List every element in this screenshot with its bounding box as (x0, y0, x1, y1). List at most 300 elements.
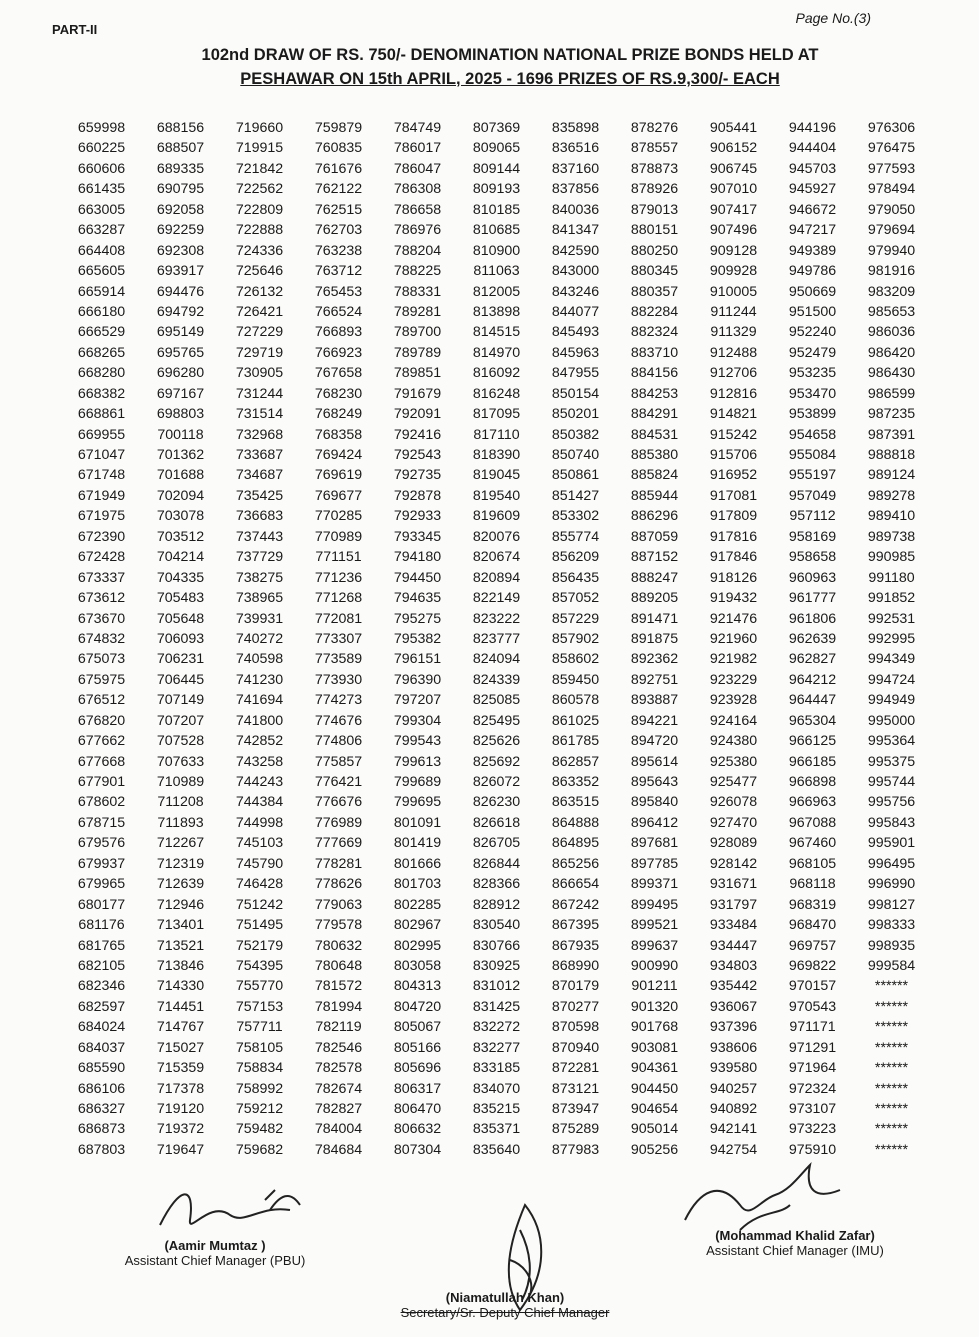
bond-number: 666180 (77, 303, 126, 320)
bond-number: 719120 (156, 1101, 205, 1117)
bond-number: 711208 (157, 794, 204, 811)
bond-number: 899371 (630, 876, 679, 893)
bond-number: 971171 (789, 1019, 836, 1036)
bond-number: 805067 (393, 1019, 442, 1036)
bond-number: 669955 (77, 426, 126, 443)
bond-number: 732968 (235, 426, 284, 443)
bond-number: 676512 (77, 692, 126, 709)
bond-number: 757153 (235, 998, 284, 1015)
bond-number: 659998 (77, 120, 126, 136)
bond-number: 946672 (788, 201, 837, 218)
bond-number: 925380 (709, 753, 758, 770)
bond-number: 682105 (77, 957, 126, 974)
bond-number: 674832 (77, 630, 126, 647)
title-line-2: PESHAWAR ON 15th APRIL, 2025 - 1696 PRIZES OF RS.9,300/- EACH (240, 70, 780, 88)
bond-number: 966185 (788, 753, 837, 770)
bond-number: 986036 (867, 324, 916, 341)
bond-number: 671975 (77, 508, 126, 525)
bond-number: 976475 (867, 140, 916, 157)
bond-number: 909928 (709, 263, 758, 280)
bond-number: 685590 (77, 1060, 126, 1077)
bond-number: 825692 (472, 753, 521, 770)
bond-number: 799613 (393, 753, 442, 770)
bond-number: 773307 (314, 630, 363, 647)
bond-number: 777669 (314, 835, 363, 852)
bond-number: 845963 (551, 344, 600, 361)
bond-number: 712946 (156, 896, 205, 913)
bond-number: 729719 (235, 344, 284, 361)
bond-number: 907417 (709, 201, 758, 218)
bond-number: 824339 (472, 671, 521, 688)
bond-number: 859450 (551, 671, 600, 688)
bond-number: ****** (874, 1060, 909, 1077)
bond-number: 715359 (156, 1060, 205, 1077)
bond-number: 835371 (472, 1121, 521, 1138)
bond-number: 714330 (156, 978, 205, 995)
bond-number: 983209 (867, 283, 916, 300)
bond-number: 994349 (867, 651, 916, 668)
bond-number: 973107 (788, 1101, 837, 1117)
bond-number: 779063 (314, 896, 363, 913)
bond-number: 754395 (235, 957, 284, 974)
bond-number: 970157 (788, 978, 837, 995)
bond-number: 966963 (788, 794, 837, 811)
bond-number: 738965 (235, 590, 284, 607)
bond-number: 679937 (77, 855, 126, 872)
bond-number: 944404 (788, 140, 837, 157)
bond-number: 991852 (867, 590, 916, 607)
bond-number: 668382 (77, 385, 126, 402)
bond-number: 825495 (472, 712, 521, 729)
bond-number: 953470 (788, 385, 837, 402)
bond-number: 739931 (235, 610, 284, 627)
bond-number: 915242 (709, 426, 758, 443)
bond-number: 823777 (472, 630, 521, 647)
bond-number: 712267 (156, 835, 205, 852)
bond-number: 706093 (156, 630, 205, 647)
bond-number: 939580 (709, 1060, 758, 1077)
bond-number: 735425 (235, 487, 284, 504)
bond-number: 809193 (472, 181, 521, 198)
bond-number: 910005 (709, 283, 758, 300)
bond-number: 713521 (156, 937, 205, 954)
bond-number: 933484 (709, 917, 758, 934)
bond-number: 985653 (867, 303, 916, 320)
bond-number: 835898 (551, 120, 600, 136)
bond-number: 986420 (867, 344, 916, 361)
bond-number: 789281 (393, 303, 442, 320)
bond-number: 726132 (235, 283, 284, 300)
bond-number: 921960 (709, 630, 758, 647)
bond-number: 786976 (393, 222, 442, 239)
bond-number: 966125 (788, 733, 837, 750)
bond-number: 801666 (393, 855, 442, 872)
title-line-1: 102nd DRAW OF RS. 750/- DENOMINATION NATIONAL PRIZE BONDS HELD AT (201, 46, 819, 64)
signature-block-right (690, 1228, 900, 1258)
bond-number: 668265 (77, 344, 126, 361)
bond-number: 789851 (393, 365, 442, 382)
signatory-title-left: Assistant Chief Manager (PBU) (124, 1253, 306, 1268)
bond-number: 789789 (393, 344, 442, 361)
bond-number: 755770 (235, 978, 284, 995)
bond-number: 772081 (314, 610, 363, 627)
bond-number: 816248 (472, 385, 521, 402)
bond-number: 758105 (235, 1039, 284, 1056)
bond-number: 770989 (314, 528, 363, 545)
bond-number: 767658 (314, 365, 363, 382)
bond-number: 820674 (472, 549, 521, 566)
bond-number: 768230 (314, 385, 363, 402)
bond-number: 820894 (472, 569, 521, 586)
bond-number: 964212 (788, 671, 837, 688)
signatory-name-left: (Aamir Mumtaz ) (164, 1238, 266, 1253)
bond-number: 826618 (472, 814, 521, 831)
signatory-title-right: Assistant Chief Manager (IMU) (706, 1243, 884, 1258)
bond-number: 795275 (393, 610, 442, 627)
bond-number: 831012 (472, 978, 521, 995)
bond-number: 873121 (551, 1080, 600, 1097)
bond-number: 745790 (235, 855, 284, 872)
bond-number: 928142 (709, 855, 758, 872)
bond-number: 837160 (551, 160, 600, 177)
bond-number: 805696 (393, 1060, 442, 1077)
part-label: PART-II (52, 22, 98, 37)
bond-number: 905014 (630, 1121, 679, 1138)
bond-number: 962827 (788, 651, 837, 668)
bond-number: 766893 (314, 324, 363, 341)
bond-number: 704214 (156, 549, 205, 566)
bond-number: 981916 (867, 263, 916, 280)
bond-number: 822149 (472, 590, 521, 607)
bond-number: 923928 (709, 692, 758, 709)
bond-number: 784749 (393, 120, 442, 136)
bond-number: 899521 (630, 917, 679, 934)
bond-number: 791679 (393, 385, 442, 402)
bond-number: 774273 (314, 692, 363, 709)
bond-number: 924380 (709, 733, 758, 750)
bond-number: 786658 (393, 201, 442, 218)
bond-number: 782827 (314, 1101, 363, 1117)
bond-number: 870179 (551, 978, 600, 995)
bond-number: 992531 (867, 610, 916, 627)
bond-number: 962639 (788, 630, 837, 647)
bond-number: 762122 (314, 181, 363, 198)
bond-number: 850740 (551, 447, 600, 463)
bond-number: 758834 (235, 1060, 284, 1077)
bond-number: 909128 (709, 242, 758, 259)
bond-number: 703512 (156, 528, 205, 545)
bond-number: 990985 (867, 549, 916, 566)
bond-number: 738275 (235, 569, 284, 586)
bond-number: 809065 (472, 140, 521, 157)
bond-number: 761676 (314, 160, 363, 177)
bond-number: 955084 (788, 447, 837, 463)
bond-number: 972324 (788, 1080, 837, 1097)
bond-number: 837856 (551, 181, 600, 198)
bond-number: 987235 (867, 406, 916, 423)
bond-number: 792933 (393, 508, 442, 525)
bond-number: 950669 (788, 283, 837, 300)
bond-number: 879013 (630, 201, 679, 218)
bond-number: 706231 (156, 651, 205, 668)
bond-number: 671047 (77, 447, 126, 463)
bond-number: 927470 (709, 814, 758, 831)
bond-number: 668280 (77, 365, 126, 382)
bond-number: 826072 (472, 774, 521, 790)
bond-number: 901768 (630, 1019, 679, 1036)
bond-number: 885824 (630, 467, 679, 484)
number-column (615, 118, 694, 1160)
bond-number: 826844 (472, 855, 521, 872)
bond-number: 942754 (709, 1141, 758, 1158)
bond-number: 958169 (788, 528, 837, 545)
bond-number: 782119 (315, 1019, 362, 1036)
bond-number: 870598 (551, 1019, 600, 1036)
bond-number: 663287 (77, 222, 126, 239)
bond-number: 719372 (156, 1121, 205, 1138)
bond-number: 816092 (472, 365, 521, 382)
bond-number: 835640 (472, 1141, 521, 1158)
bond-number: 805166 (393, 1039, 442, 1056)
bond-number: 953899 (788, 406, 837, 423)
bond-number: 961806 (788, 610, 837, 627)
bond-number: 949389 (788, 242, 837, 259)
bond-number: 684024 (77, 1019, 126, 1036)
bond-number: 875289 (551, 1121, 600, 1138)
bond-number: ****** (874, 1019, 909, 1036)
bond-number: 921982 (709, 651, 758, 668)
bond-number: 995756 (867, 794, 916, 811)
bond-number: 969757 (788, 937, 837, 954)
bond-number: 953235 (788, 365, 837, 382)
bond-number: 868990 (551, 957, 600, 974)
bond-number: 796151 (393, 651, 442, 668)
bond-number: 863515 (551, 794, 600, 811)
bond-number: 906745 (709, 160, 758, 177)
bond-number: 782674 (314, 1080, 363, 1097)
bond-number: 679576 (77, 835, 126, 852)
bond-number: 917846 (709, 549, 758, 566)
bond-number: 918126 (709, 569, 758, 586)
bond-number: 802285 (393, 896, 442, 913)
bond-number: 782546 (314, 1039, 363, 1056)
bond-number: 759482 (235, 1121, 284, 1138)
bond-number: 714451 (156, 998, 205, 1015)
bond-number: 740598 (235, 651, 284, 668)
bond-number: 936067 (709, 998, 758, 1015)
bond-number: 975910 (788, 1141, 837, 1158)
bond-number: 830766 (472, 937, 521, 954)
bond-number: 768358 (314, 426, 363, 443)
bond-number: 715027 (156, 1039, 205, 1056)
bond-number: 737729 (235, 549, 284, 566)
bond-number: 931671 (709, 876, 758, 893)
bond-number: 897681 (630, 835, 679, 852)
number-column (457, 118, 536, 1160)
bond-number: 979940 (867, 242, 916, 259)
bond-number: 947217 (788, 222, 837, 239)
bond-number: 769677 (314, 487, 363, 504)
bond-number: 776989 (314, 814, 363, 831)
bond-number: 769424 (314, 447, 363, 463)
bond-number: 786308 (393, 181, 442, 198)
bond-number: 744384 (235, 794, 284, 811)
bond-number: 924164 (709, 712, 758, 729)
bond-number: 851427 (551, 487, 600, 504)
bond-number: 895643 (630, 774, 679, 790)
bond-number: 688156 (156, 120, 205, 136)
bond-number: 796390 (393, 671, 442, 688)
bond-number: 788225 (393, 263, 442, 280)
bond-number: 945927 (788, 181, 837, 198)
bond-number: 968105 (788, 855, 837, 872)
bond-number: 912706 (709, 365, 758, 382)
bond-number: 819540 (472, 487, 521, 504)
bond-number: 665914 (77, 283, 126, 300)
bond-number: 882324 (630, 324, 679, 341)
bond-number: 794180 (393, 549, 442, 566)
bond-number: 884156 (630, 365, 679, 382)
bond-number: 867242 (551, 896, 600, 913)
bond-number: 730905 (235, 365, 284, 382)
signature-left-icon (150, 1180, 310, 1240)
bond-number: 746428 (235, 876, 284, 893)
bond-number: 714767 (156, 1019, 205, 1036)
bond-number: 703078 (156, 508, 205, 525)
bond-number: ****** (874, 998, 909, 1015)
bond-number: 763238 (314, 242, 363, 259)
bond-number: 744998 (235, 814, 284, 831)
bond-number: 784004 (314, 1121, 363, 1138)
bond-number: 707633 (156, 753, 205, 770)
bond-number: 792878 (393, 487, 442, 504)
bond-number: 919432 (709, 590, 758, 607)
bond-number: 989278 (867, 487, 916, 504)
bond-number: 926078 (709, 794, 758, 811)
bond-number: 843246 (551, 283, 600, 300)
bond-number: 686873 (77, 1121, 126, 1138)
page-number: Page No.(3) (795, 10, 871, 26)
bond-number: 901320 (630, 998, 679, 1015)
bond-number: 915706 (709, 447, 758, 463)
bond-number: 733687 (235, 447, 284, 463)
bond-number: 865256 (551, 855, 600, 872)
bond-number: 713846 (156, 957, 205, 974)
bond-number: 695765 (156, 344, 205, 361)
bond-number: 996990 (867, 876, 916, 893)
bond-number: 663005 (77, 201, 126, 218)
bond-number: 721842 (235, 160, 284, 177)
bond-number: 769619 (314, 467, 363, 484)
bond-number: 701688 (156, 467, 205, 484)
bond-number: 776676 (314, 794, 363, 811)
bond-number: 712639 (156, 876, 205, 893)
bond-number: 942141 (709, 1121, 758, 1138)
number-column (378, 118, 457, 1160)
bond-number: 786047 (393, 160, 442, 177)
bond-number: 678602 (77, 794, 126, 811)
bond-number: 931797 (709, 896, 758, 913)
bond-number: 736683 (235, 508, 284, 525)
bond-number: 986599 (867, 385, 916, 402)
bond-number: 780632 (314, 937, 363, 954)
number-column (220, 118, 299, 1160)
bond-number: 970543 (788, 998, 837, 1015)
bond-number: 955197 (788, 467, 837, 484)
bond-number: 884291 (630, 406, 679, 423)
signatory-name-center: (Niamatullah Khan) (445, 1290, 565, 1305)
bond-number: 660225 (77, 140, 126, 157)
bond-number: 803058 (393, 957, 442, 974)
bond-number: 731244 (235, 385, 284, 402)
bond-number: 752179 (235, 937, 284, 954)
bond-number: 857229 (551, 610, 600, 627)
bond-number: 705483 (156, 590, 205, 607)
bond-number: 841347 (551, 222, 600, 239)
bond-number: 830925 (472, 957, 521, 974)
bond-number: 804313 (393, 978, 442, 995)
bond-number: 807304 (393, 1141, 442, 1158)
bond-number: 895840 (630, 794, 679, 811)
bond-number: 700118 (157, 426, 204, 443)
bond-number: 834070 (472, 1080, 521, 1097)
bond-number: ****** (874, 1141, 909, 1158)
bond-number: 719660 (235, 120, 284, 136)
bond-number: 928089 (709, 835, 758, 852)
bond-number: 832272 (472, 1019, 521, 1036)
bond-number: 802967 (393, 917, 442, 934)
bond-number: 726421 (235, 303, 284, 320)
bond-number: 833185 (472, 1060, 521, 1077)
bond-number: 897785 (630, 855, 679, 872)
bond-number: 968470 (788, 917, 837, 934)
signatory-name-right: (Mohammad Khalid Zafar) (715, 1228, 875, 1243)
bond-number: 688507 (156, 140, 205, 157)
bond-number: 809144 (472, 160, 521, 177)
bond-number: 994724 (867, 671, 916, 688)
bond-number: 999584 (867, 957, 916, 974)
bond-number: 814970 (472, 344, 521, 361)
bond-number: 801703 (393, 876, 442, 893)
bond-number: 872281 (551, 1060, 600, 1077)
bond-number: 826230 (472, 794, 521, 811)
bond-number: 759682 (235, 1141, 284, 1158)
bond-number: 675975 (77, 671, 126, 688)
bond-number: 731514 (235, 406, 284, 423)
bond-number: 710989 (156, 774, 205, 790)
bond-number: 713401 (156, 917, 205, 934)
bond-number: 814515 (472, 324, 521, 341)
bond-number: 904654 (630, 1101, 679, 1117)
bond-number: 832277 (472, 1039, 521, 1056)
bond-number: 894221 (630, 712, 679, 729)
bond-number: 917816 (709, 528, 758, 545)
bond-number: 794635 (393, 590, 442, 607)
bond-number: 860578 (551, 692, 600, 709)
bond-number: 998935 (867, 937, 916, 954)
bond-number: 786017 (393, 140, 442, 157)
bond-number: 967460 (788, 835, 837, 852)
bond-number: 823222 (472, 610, 521, 627)
bond-number: 856435 (551, 569, 600, 586)
bond-number: 788331 (393, 283, 442, 300)
bond-number: 672428 (77, 549, 126, 566)
bond-number: 665605 (77, 263, 126, 280)
bond-number: 912488 (709, 344, 758, 361)
bond-number: 885380 (630, 447, 679, 463)
bond-number: 668861 (77, 406, 126, 423)
bond-number: 801419 (393, 835, 442, 852)
